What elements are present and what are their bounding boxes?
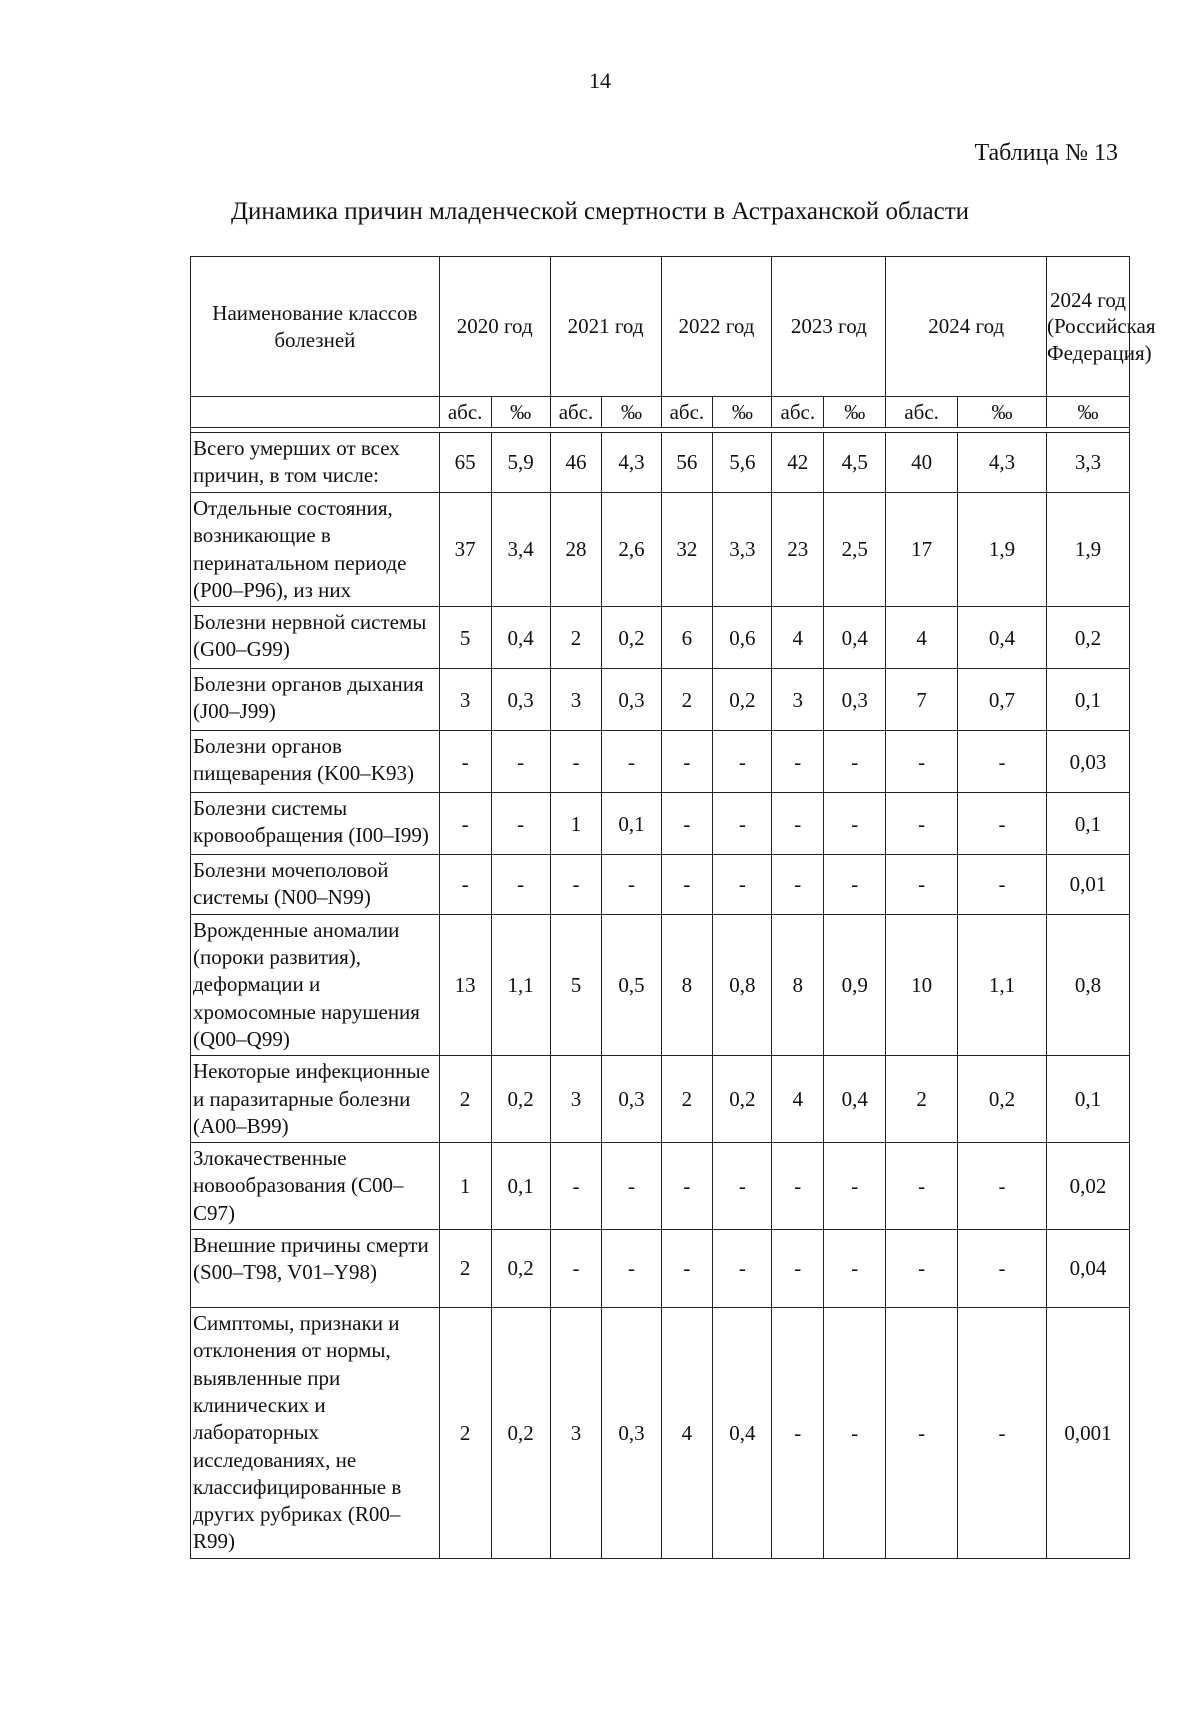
unit-permille: ‰: [1047, 397, 1130, 428]
value-cell: 0,3: [824, 669, 886, 731]
value-cell: 0,1: [1047, 669, 1130, 731]
disease-class-name: Злокачественные новообразования (C00–C97): [191, 1143, 440, 1230]
header-year-2022: 2022 год: [661, 257, 772, 397]
value-cell: 13: [439, 914, 491, 1055]
unit-permille: ‰: [602, 397, 661, 428]
value-cell: -: [957, 1308, 1046, 1559]
table-row: [191, 1308, 1130, 1559]
value-cell: -: [439, 855, 491, 915]
mortality-table: [190, 256, 1156, 1559]
value-cell: -: [886, 1230, 958, 1308]
document-title: Динамика причин младенческой смертности в Астраханской области: [230, 198, 970, 225]
value-cell: -: [491, 793, 550, 855]
value-cell: 2,5: [824, 493, 886, 607]
value-cell: 37: [439, 493, 491, 607]
value-cell: -: [772, 1143, 824, 1230]
value-cell: 2: [550, 607, 602, 669]
page-number: 14: [589, 68, 611, 93]
disease-class-name: Врожденные аномалии (пороки развития), деформации и хромосомные нарушения (Q00–Q99): [191, 914, 440, 1055]
value-cell: -: [550, 731, 602, 793]
value-cell: 1,9: [1047, 493, 1130, 607]
disease-class-name: Болезни нервной системы (G00–G99): [191, 607, 440, 669]
value-cell: 3,4: [491, 493, 550, 607]
value-cell: 0,4: [491, 607, 550, 669]
unit-abs: абс.: [886, 397, 958, 428]
value-cell: 0,02: [1047, 1143, 1130, 1230]
value-cell: 4: [772, 607, 824, 669]
value-cell: -: [824, 1308, 886, 1559]
value-cell: 4: [886, 607, 958, 669]
value-cell: -: [957, 1230, 1046, 1308]
value-cell: 42: [772, 433, 824, 493]
value-cell: -: [957, 855, 1046, 915]
value-cell: 0,4: [824, 607, 886, 669]
value-cell: -: [661, 731, 713, 793]
value-cell: 10: [886, 914, 958, 1055]
value-cell: 65: [439, 433, 491, 493]
value-cell: 0,4: [824, 1056, 886, 1143]
value-cell: 17: [886, 493, 958, 607]
value-cell: -: [886, 855, 958, 915]
value-cell: 46: [550, 433, 602, 493]
value-cell: -: [491, 855, 550, 915]
table-row: [191, 793, 1130, 855]
value-cell: 0,01: [1047, 855, 1130, 915]
value-cell: 2: [661, 1056, 713, 1143]
value-cell: -: [772, 1308, 824, 1559]
value-cell: -: [713, 855, 772, 915]
table-row: [191, 493, 1130, 607]
value-cell: 2,6: [602, 493, 661, 607]
disease-class-name: Всего умерших от всех причин, в том числе:: [191, 433, 440, 493]
value-cell: 1: [439, 1143, 491, 1230]
value-cell: 0,5: [602, 914, 661, 1055]
value-cell: -: [772, 855, 824, 915]
header-year-2020: 2020 год: [439, 257, 550, 397]
header-year-2021: 2021 год: [550, 257, 661, 397]
value-cell: 0,2: [491, 1056, 550, 1143]
value-cell: 4,3: [957, 433, 1046, 493]
value-cell: -: [713, 731, 772, 793]
unit-abs: абс.: [772, 397, 824, 428]
disease-class-name: Болезни органов пищеварения (K00–K93): [191, 731, 440, 793]
value-cell: 0,2: [713, 669, 772, 731]
unit-abs: абс.: [661, 397, 713, 428]
value-cell: 28: [550, 493, 602, 607]
value-cell: 3: [550, 1308, 602, 1559]
table-row: [191, 1143, 1130, 1230]
disease-class-name: Внешние причины смерти (S00–T98, V01–Y98): [191, 1230, 440, 1308]
value-cell: 0,4: [957, 607, 1046, 669]
table-row: [191, 607, 1130, 669]
value-cell: -: [439, 731, 491, 793]
value-cell: 0,1: [1047, 793, 1130, 855]
value-cell: 8: [772, 914, 824, 1055]
value-cell: 3: [550, 669, 602, 731]
table-row: [191, 669, 1130, 731]
unit-permille: ‰: [824, 397, 886, 428]
value-cell: 3: [550, 1056, 602, 1143]
value-cell: 0,4: [713, 1308, 772, 1559]
value-cell: -: [602, 731, 661, 793]
value-cell: -: [824, 1230, 886, 1308]
value-cell: 5: [439, 607, 491, 669]
value-cell: 3: [439, 669, 491, 731]
value-cell: 0,1: [602, 793, 661, 855]
value-cell: -: [772, 731, 824, 793]
table-row: [191, 731, 1130, 793]
value-cell: 4: [772, 1056, 824, 1143]
value-cell: 2: [439, 1308, 491, 1559]
value-cell: 2: [439, 1056, 491, 1143]
value-cell: -: [713, 793, 772, 855]
value-cell: 0,1: [1047, 1056, 1130, 1143]
value-cell: 0,04: [1047, 1230, 1130, 1308]
value-cell: 0,6: [713, 607, 772, 669]
disease-class-name: Отдельные состояния, возникающие в перинатальном периоде (P00–P96), из них: [191, 493, 440, 607]
value-cell: 0,001: [1047, 1308, 1130, 1559]
value-cell: 2: [439, 1230, 491, 1308]
value-cell: 32: [661, 493, 713, 607]
value-cell: -: [713, 1230, 772, 1308]
value-cell: 40: [886, 433, 958, 493]
header-year-2024: 2024 год: [886, 257, 1047, 397]
unit-permille: ‰: [957, 397, 1046, 428]
value-cell: -: [439, 793, 491, 855]
unit-abs: абс.: [439, 397, 491, 428]
value-cell: 23: [772, 493, 824, 607]
value-cell: -: [602, 1230, 661, 1308]
value-cell: -: [602, 1143, 661, 1230]
disease-class-name: Болезни системы кровообращения (I00–I99): [191, 793, 440, 855]
value-cell: 0,2: [713, 1056, 772, 1143]
disease-class-name: Некоторые инфекционные и паразитарные болезни (A00–B99): [191, 1056, 440, 1143]
value-cell: -: [824, 793, 886, 855]
table-row: [191, 914, 1130, 1055]
value-cell: 3: [772, 669, 824, 731]
value-cell: 6: [661, 607, 713, 669]
value-cell: -: [661, 793, 713, 855]
value-cell: 0,2: [957, 1056, 1046, 1143]
value-cell: 2: [661, 669, 713, 731]
value-cell: 0,8: [713, 914, 772, 1055]
value-cell: 5,6: [713, 433, 772, 493]
value-cell: 5,9: [491, 433, 550, 493]
value-cell: 56: [661, 433, 713, 493]
value-cell: 0,2: [602, 607, 661, 669]
table-body: [191, 433, 1130, 1559]
header-row: [191, 257, 1130, 397]
table-row: [191, 855, 1130, 915]
value-cell: 0,1: [491, 1143, 550, 1230]
value-cell: -: [491, 731, 550, 793]
disease-class-name: Болезни мочеполовой системы (N00–N99): [191, 855, 440, 915]
value-cell: 0,2: [1047, 607, 1130, 669]
value-cell: -: [550, 1230, 602, 1308]
value-cell: 5: [550, 914, 602, 1055]
value-cell: -: [550, 1143, 602, 1230]
value-cell: -: [886, 731, 958, 793]
value-cell: 0,03: [1047, 731, 1130, 793]
value-cell: -: [957, 1143, 1046, 1230]
value-cell: -: [661, 855, 713, 915]
value-cell: 0,8: [1047, 914, 1130, 1055]
value-cell: 1,1: [491, 914, 550, 1055]
unit-empty: [191, 397, 440, 428]
value-cell: -: [824, 1143, 886, 1230]
value-cell: 1,1: [957, 914, 1046, 1055]
value-cell: -: [661, 1230, 713, 1308]
value-cell: 3,3: [713, 493, 772, 607]
value-cell: 4,5: [824, 433, 886, 493]
unit-row: [191, 397, 1130, 428]
disease-class-name: Болезни органов дыхания (J00–J99): [191, 669, 440, 731]
value-cell: -: [886, 793, 958, 855]
disease-class-name: Симптомы, признаки и отклонения от нормы, выявленные при клинических и лабораторных исследованиях, не классифицированные в других рубриках (R00–R99): [191, 1308, 440, 1559]
value-cell: 0,9: [824, 914, 886, 1055]
value-cell: -: [661, 1143, 713, 1230]
value-cell: -: [886, 1143, 958, 1230]
value-cell: 0,3: [602, 1056, 661, 1143]
value-cell: 4,3: [602, 433, 661, 493]
value-cell: -: [824, 855, 886, 915]
value-cell: 0,3: [602, 1308, 661, 1559]
value-cell: 1: [550, 793, 602, 855]
unit-permille: ‰: [713, 397, 772, 428]
value-cell: 0,2: [491, 1308, 550, 1559]
value-cell: 1,9: [957, 493, 1046, 607]
header-year-2023: 2023 год: [772, 257, 886, 397]
value-cell: 8: [661, 914, 713, 1055]
value-cell: -: [772, 1230, 824, 1308]
value-cell: -: [957, 731, 1046, 793]
value-cell: -: [713, 1143, 772, 1230]
value-cell: 3,3: [1047, 433, 1130, 493]
table-row: [191, 1056, 1130, 1143]
value-cell: 0,7: [957, 669, 1046, 731]
table-row: [191, 1230, 1130, 1308]
unit-abs: абс.: [550, 397, 602, 428]
unit-permille: ‰: [491, 397, 550, 428]
value-cell: 7: [886, 669, 958, 731]
value-cell: -: [886, 1308, 958, 1559]
table-label: Таблица № 13: [974, 140, 1118, 166]
value-cell: -: [550, 855, 602, 915]
value-cell: -: [772, 793, 824, 855]
table-row: [191, 433, 1130, 493]
value-cell: 0,3: [491, 669, 550, 731]
value-cell: 0,2: [491, 1230, 550, 1308]
header-disease-class: Наименование классов болезней: [191, 257, 440, 397]
header-rf-2024: 2024 год (Российская Федерация): [1047, 257, 1130, 397]
value-cell: 0,3: [602, 669, 661, 731]
value-cell: 4: [661, 1308, 713, 1559]
value-cell: -: [602, 855, 661, 915]
value-cell: -: [824, 731, 886, 793]
value-cell: -: [957, 793, 1046, 855]
value-cell: 2: [886, 1056, 958, 1143]
